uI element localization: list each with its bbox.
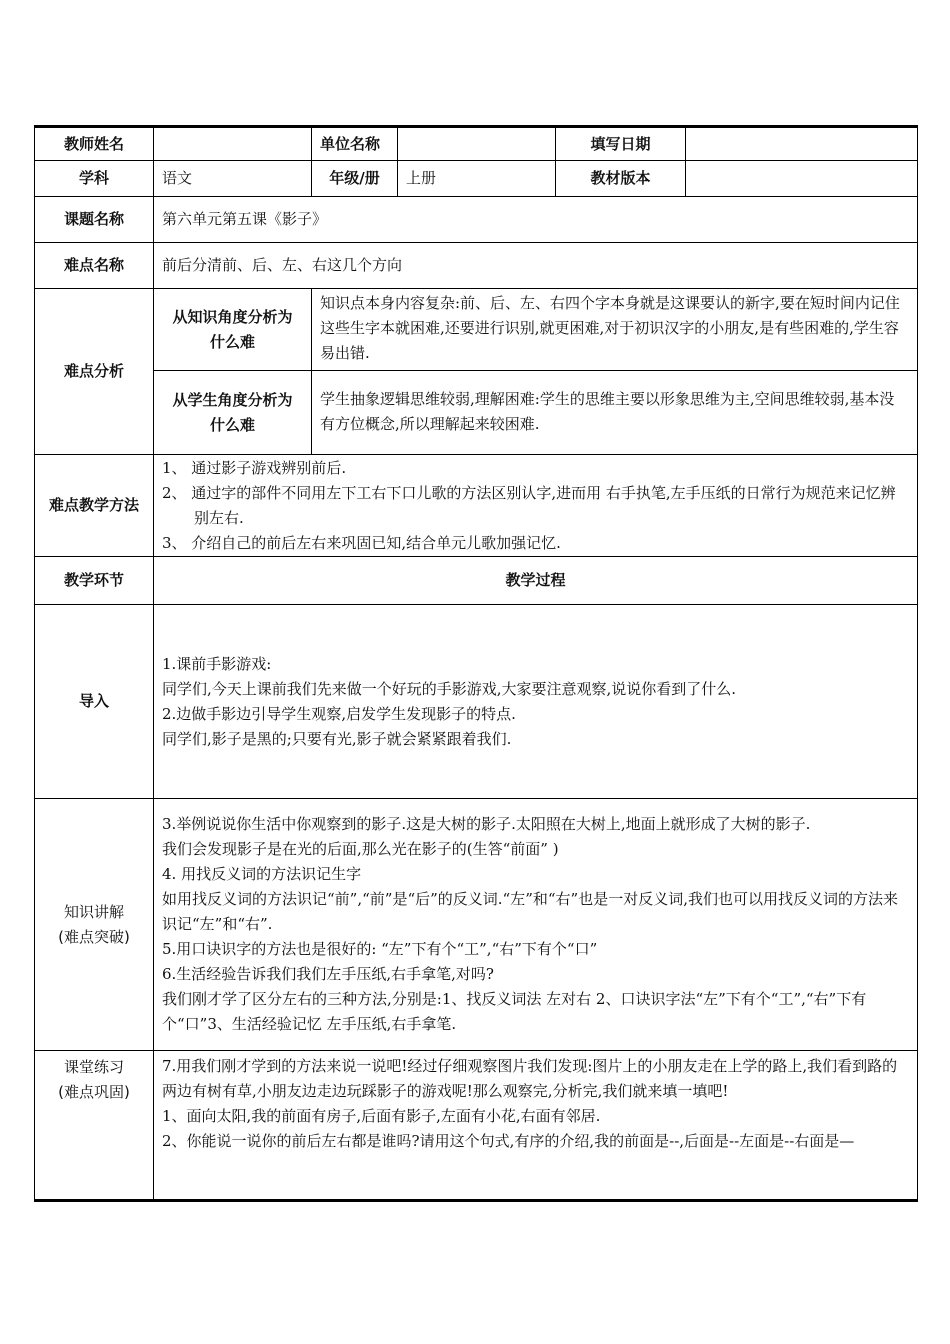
grade-value: 上册 — [398, 161, 556, 197]
student-angle-label: 从学生角度分析为什么难 — [154, 371, 312, 455]
explain-line: 6.生活经验告诉我们我们左手压纸,右手拿笔,对吗? — [162, 965, 494, 983]
explain-row — [35, 799, 918, 1051]
fill-date-label: 填写日期 — [556, 127, 686, 161]
practice-line: 1、面向太阳,我的前面有房子,后面有影子,左面有小花,右面有邻居. — [162, 1107, 601, 1125]
subject-value: 语文 — [154, 161, 312, 197]
method-label: 难点教学方法 — [35, 455, 154, 557]
knowledge-angle-label: 从知识角度分析为什么难 — [154, 289, 312, 371]
explain-label — [35, 799, 154, 1051]
analysis-label: 难点分析 — [35, 289, 154, 455]
explain-line: 4. 用找反义词的方法识记生字 — [162, 865, 362, 883]
practice-line: 7.用我们刚才学到的方法来说一说吧!经过仔细观察图片我们发现:图片上的小朋友走在上学的路上,我们看到路的两边有树有草,小朋友边走边玩踩影子的游戏呢!那么观察完,分析完,我们就来填一填吧! — [162, 1057, 898, 1100]
intro-label: 导入 — [35, 605, 154, 799]
explain-line: 如用找反义词的方法识记“前”,“前”是“后”的反义词.“左”和“右”也是一对反义词,我们也可以用找反义词的方法来识记“左”和“右”. — [162, 890, 898, 933]
method-item: 3、 介绍自己的前后左右来巩固已知,结合单元儿歌加强记忆. — [162, 533, 561, 552]
method-row — [35, 455, 918, 557]
intro-line: 1.课前手影游戏: — [162, 654, 272, 673]
header-row-2 — [35, 161, 918, 197]
explain-line: 我们会发现影子是在光的后面,那么光在影子的(生答“前面” ) — [162, 840, 559, 858]
topic-label: 课题名称 — [35, 197, 154, 243]
explain-line: 我们刚才学了区分左右的三种方法,分别是:1、找反义词法 左对右 2、口诀识字法“左”下有个“工”,“右”下有个“口”3、生活经验记忆 左手压纸,右手拿笔. — [162, 990, 867, 1033]
difficulty-label: 难点名称 — [35, 243, 154, 289]
analysis-row-knowledge — [35, 289, 918, 371]
unit-name-label: 单位名称 — [312, 127, 398, 161]
stage-label: 教学环节 — [35, 557, 154, 605]
intro-line: 同学们,影子是黑的;只要有光,影子就会紧紧跟着我们. — [162, 729, 512, 748]
practice-label-line2: (难点巩固) — [58, 1083, 130, 1101]
explain-line: 5.用口诀识字的方法也是很好的: “左”下有个“工”,“右”下有个“口” — [162, 940, 598, 958]
method-item: 1、 通过影子游戏辨别前后. — [162, 458, 347, 477]
subject-label: 学科 — [35, 161, 154, 197]
explain-line: 3.举例说说你生活中你观察到的影子.这是大树的影子.太阳照在大树上,地面上就形成了大树的影子. — [162, 815, 811, 833]
teacher-name-label: 教师姓名 — [35, 127, 154, 161]
practice-row — [35, 1051, 918, 1201]
unit-name-value — [398, 127, 556, 161]
intro-line: 同学们,今天上课前我们先来做一个好玩的手影游戏,大家要注意观察,说说你看到了什么. — [162, 679, 737, 698]
intro-row — [35, 605, 918, 799]
teacher-name-value — [154, 127, 312, 161]
practice-label-line1: 课堂练习 — [63, 1058, 124, 1076]
grade-label: 年级/册 — [312, 161, 398, 197]
difficulty-row — [35, 243, 918, 289]
analysis-row-student — [35, 371, 918, 455]
lesson-plan-table — [34, 125, 918, 1202]
edition-value — [686, 161, 918, 197]
explain-label-line2: (难点突破) — [58, 927, 130, 946]
practice-line: 2、你能说一说你的前后左右都是谁吗?请用这个句式,有序的介绍,我的前面是--,后面是--左面是--右面是— — [162, 1132, 855, 1150]
header-row-1 — [35, 127, 918, 161]
explain-content — [154, 799, 918, 1051]
topic-row — [35, 197, 918, 243]
fill-date-value — [686, 127, 918, 161]
method-item: 2、 通过字的部件不同用左下工右下口儿歌的方法区别认字,进而用 右手执笔,左手压纸的日常行为规范来记忆辨别左右. — [162, 483, 896, 527]
method-list — [154, 455, 918, 557]
intro-content — [154, 605, 918, 799]
edition-label: 教材版本 — [556, 161, 686, 197]
practice-content — [154, 1051, 918, 1201]
process-label: 教学过程 — [154, 557, 918, 605]
process-header-row — [35, 557, 918, 605]
topic-value: 第六单元第五课《影子》 — [154, 197, 918, 243]
knowledge-angle-text: 知识点本身内容复杂:前、后、左、右四个字本身就是这课要认的新字,要在短时间内记住这些生字本就困难,还要进行识别,就更困难,对于初识汉字的小朋友,是有些困难的,学生容易出错. — [312, 289, 918, 371]
practice-label — [35, 1051, 154, 1201]
difficulty-value: 前后分清前、后、左、右这几个方向 — [154, 243, 918, 289]
student-angle-text: 学生抽象逻辑思维较弱,理解困难:学生的思维主要以形象思维为主,空间思维较弱,基本没有方位概念,所以理解起来较困难. — [312, 371, 918, 455]
explain-label-line1: 知识讲解 — [63, 902, 124, 921]
intro-line: 2.边做手影边引导学生观察,启发学生发现影子的特点. — [162, 704, 516, 723]
